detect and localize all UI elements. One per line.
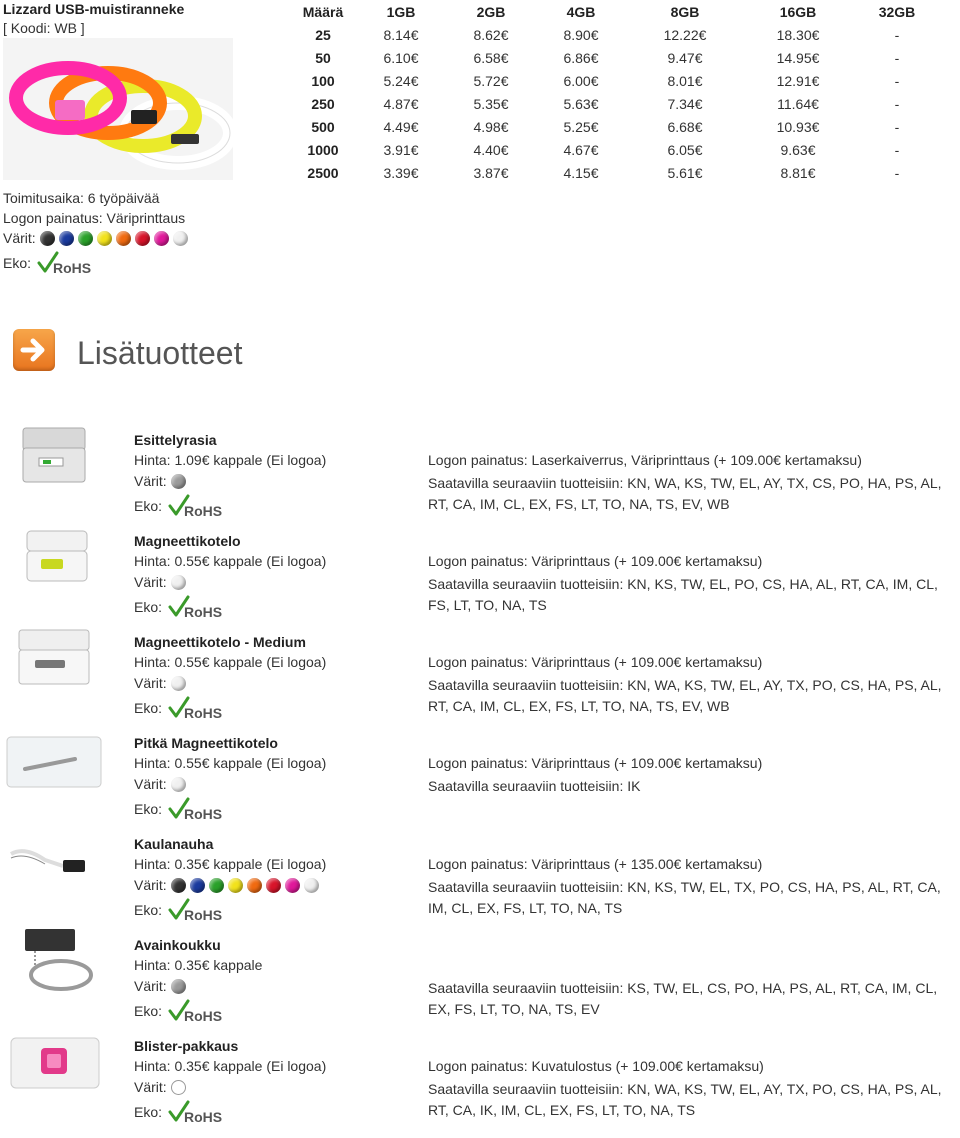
color-swatch — [171, 676, 186, 691]
price-cell: 6.68€ — [667, 118, 703, 135]
accessory-availability: Saatavilla seuraaviin tuotteisiin: KN, KS, TW, EL, PO, CS, HA, AL, RT, CA, IM, CL, FS, LT, TO, NA, TS — [428, 576, 938, 613]
color-swatch — [171, 878, 186, 893]
accessory-colors — [134, 978, 190, 994]
price-cell: 4.67€ — [563, 141, 599, 158]
color-swatch — [154, 231, 169, 246]
eco-label: Eko: — [134, 1104, 163, 1120]
price-cell: 8.01€ — [667, 72, 703, 89]
accessory-availability: Saatavilla seuraaviin tuotteisiin: KN, KS, TW, EL, TX, PO, CS, HA, PS, AL, RT, CA, IM, CL, EX, FS, LT, TO, NA, TS — [428, 879, 941, 916]
color-swatch — [40, 231, 55, 246]
price-cell: 6.86€ — [563, 49, 599, 66]
price-cell: 6.05€ — [667, 141, 703, 158]
price-cell: 12.22€ — [663, 26, 707, 43]
price-cell: 3.87€ — [473, 164, 509, 181]
color-swatch — [78, 231, 93, 246]
accessory-name: Magneettikotelo - Medium — [134, 634, 306, 650]
color-swatches — [171, 979, 190, 994]
eco-label: Eko: — [134, 801, 163, 817]
accessory-price: Hinta: 0.55€ kappale (Ei logoa) — [134, 654, 327, 670]
accessory-name: Magneettikotelo — [134, 533, 241, 549]
color-swatch — [209, 878, 224, 893]
colors-label: Värit: — [134, 473, 167, 489]
color-swatches — [171, 777, 190, 792]
price-cell: 5.61€ — [667, 164, 703, 181]
accessory-eco — [134, 696, 230, 720]
accessory-colors — [134, 776, 190, 792]
accessory-eco — [134, 898, 230, 922]
accessory-price: Hinta: 1.09€ kappale (Ei logoa) — [134, 452, 327, 468]
table-row — [290, 46, 942, 69]
eco-label: Eko: — [134, 1003, 163, 1019]
accessory-printing: Logon painatus: Väriprinttaus (+ 109.00€ kertamaksu) — [428, 553, 763, 569]
accessory-name: Kaulanauha — [134, 836, 214, 852]
price-cell: 10.93€ — [776, 118, 820, 135]
svg-text:RoHS: RoHS — [184, 705, 223, 720]
accessory-item — [0, 1038, 960, 1138]
section-title: Lisätuotteet — [77, 335, 243, 371]
svg-text:RoHS: RoHS — [184, 604, 223, 619]
price-cell: 8.81€ — [780, 164, 816, 181]
quantity-cell: 500 — [311, 118, 335, 135]
accessory-item — [0, 836, 960, 936]
quantity-cell: 50 — [315, 49, 331, 66]
accessory-printing: Logon painatus: Väriprinttaus (+ 109.00€ kertamaksu) — [428, 755, 763, 771]
color-swatch — [304, 878, 319, 893]
rohs-icon — [168, 898, 230, 922]
price-cell: 5.25€ — [563, 118, 599, 135]
product-image — [3, 38, 233, 180]
color-swatches — [171, 878, 323, 893]
rohs-icon — [168, 1100, 230, 1124]
column-header: Määrä — [302, 3, 344, 20]
accessory-item — [0, 937, 960, 1037]
price-cell: 4.49€ — [383, 118, 419, 135]
accessory-availability: Saatavilla seuraaviin tuotteisiin: KN, WA, KS, TW, EL, AY, TX, PO, CS, HA, PS, AL, RT, CA, IM, CL, EX, FS, LT, TO, NA, TS, EV, WB — [428, 677, 942, 714]
color-swatch — [173, 231, 188, 246]
color-swatch — [171, 474, 186, 489]
product-title: Lizzard USB-muistiranneke — [3, 1, 185, 17]
arrow-right-icon — [13, 329, 55, 371]
accessory-item — [0, 735, 960, 835]
accessory-availability: Saatavilla seuraaviin tuotteisiin: KN, WA, KS, TW, EL, AY, TX, PO, CS, HA, PS, AL, RT, CA, IK, IM, CL, EX, FS, LT, TO, NA, TS — [428, 1081, 942, 1118]
svg-text:RoHS: RoHS — [53, 260, 92, 275]
svg-text:RoHS: RoHS — [184, 806, 223, 821]
rohs-icon — [168, 696, 230, 720]
price-cell: 6.00€ — [563, 72, 599, 89]
price-cell: 6.10€ — [383, 49, 419, 66]
price-cell: - — [894, 26, 900, 43]
accessory-eco — [134, 595, 230, 619]
product-code: [ Koodi: WB ] — [3, 20, 85, 36]
color-swatch — [266, 878, 281, 893]
accessory-price: Hinta: 0.35€ kappale (Ei logoa) — [134, 856, 327, 872]
color-swatch — [59, 231, 74, 246]
column-header: 32GB — [878, 3, 916, 20]
price-cell: - — [894, 95, 900, 112]
rohs-icon — [168, 494, 230, 518]
accessory-price: Hinta: 0.35€ kappale — [134, 957, 263, 973]
price-cell: 14.95€ — [776, 49, 820, 66]
color-swatch — [228, 878, 243, 893]
column-header: 16GB — [779, 3, 817, 20]
accessory-name: Avainkoukku — [134, 937, 221, 953]
price-cell: 4.40€ — [473, 141, 509, 158]
color-swatch — [135, 231, 150, 246]
rohs-icon — [168, 797, 230, 821]
color-swatch — [247, 878, 262, 893]
price-cell: 4.15€ — [563, 164, 599, 181]
price-cell: - — [894, 49, 900, 66]
price-cell: 6.58€ — [473, 49, 509, 66]
accessory-price: Hinta: 0.35€ kappale (Ei logoa) — [134, 1058, 327, 1074]
accessory-image — [5, 725, 103, 795]
price-cell: 7.34€ — [667, 95, 703, 112]
column-header: 8GB — [670, 3, 700, 20]
eco-label: Eko: — [134, 902, 163, 918]
colors-label: Värit: — [134, 1079, 167, 1095]
color-swatches — [40, 231, 192, 246]
accessory-printing: Logon painatus: Laserkaiverrus, Väriprinttaus (+ 109.00€ kertamaksu) — [428, 452, 862, 468]
table-row — [290, 92, 942, 115]
eco-label: Eko: — [3, 255, 32, 271]
price-cell: 9.63€ — [780, 141, 816, 158]
accessory-colors — [134, 473, 190, 489]
color-swatch — [171, 1080, 186, 1095]
accessory-availability: Saatavilla seuraaviin tuotteisiin: IK — [428, 778, 641, 794]
accessory-price: Hinta: 0.55€ kappale (Ei logoa) — [134, 553, 327, 569]
price-cell: 4.87€ — [383, 95, 419, 112]
eco-label: Eko: — [134, 599, 163, 615]
accessory-printing: Logon painatus: Kuvatulostus (+ 109.00€ kertamaksu) — [428, 1058, 764, 1074]
column-header: 4GB — [566, 3, 596, 20]
quantity-cell: 2500 — [307, 164, 339, 181]
table-row — [290, 69, 942, 92]
colors-label: Värit: — [134, 776, 167, 792]
accessory-eco — [134, 797, 230, 821]
product-colors — [3, 230, 192, 246]
color-swatch — [285, 878, 300, 893]
eco-label: Eko: — [134, 498, 163, 514]
colors-label: Värit: — [134, 877, 167, 893]
color-swatch — [171, 979, 186, 994]
price-cell: 4.98€ — [473, 118, 509, 135]
price-cell: 8.62€ — [473, 26, 509, 43]
price-cell: - — [894, 72, 900, 89]
column-header: 1GB — [386, 3, 416, 20]
price-cell: - — [894, 141, 900, 158]
accessory-eco — [134, 999, 230, 1023]
table-row — [290, 115, 942, 138]
color-swatch — [171, 777, 186, 792]
price-cell: 11.64€ — [777, 95, 819, 112]
accessory-item — [0, 533, 960, 633]
accessory-name: Esittelyrasia — [134, 432, 217, 448]
price-cell: 5.24€ — [383, 72, 419, 89]
price-cell: 18.30€ — [776, 26, 820, 43]
accessory-image — [5, 624, 103, 694]
colors-label: Värit: — [134, 978, 167, 994]
table-row — [290, 23, 942, 46]
quantity-cell: 250 — [311, 95, 335, 112]
color-swatch — [97, 231, 112, 246]
delivery-time: Toimitusaika: 6 työpäivää — [3, 190, 160, 206]
accessory-image — [5, 927, 103, 997]
price-table — [290, 0, 942, 184]
color-swatch — [116, 231, 131, 246]
quantity-cell: 1000 — [307, 141, 339, 158]
colors-label: Värit: — [134, 574, 167, 590]
colors-label: Värit: — [134, 675, 167, 691]
logo-printing: Logon painatus: Väriprinttaus — [3, 210, 186, 226]
accessory-colors — [134, 574, 190, 590]
accessory-item — [0, 634, 960, 734]
svg-text:RoHS: RoHS — [184, 503, 223, 518]
rohs-icon — [168, 999, 230, 1023]
color-swatches — [171, 474, 190, 489]
color-swatches — [171, 575, 190, 590]
accessory-price: Hinta: 0.55€ kappale (Ei logoa) — [134, 755, 327, 771]
price-cell: 3.39€ — [383, 164, 419, 181]
accessory-availability: Saatavilla seuraaviin tuotteisiin: KN, WA, KS, TW, EL, AY, TX, CS, PO, HA, PS, AL, RT, CA, IM, CL, EX, FS, LT, TO, NA, TS, EV, WB — [428, 475, 942, 512]
accessory-colors — [134, 675, 190, 691]
price-cell: - — [894, 118, 900, 135]
price-cell: 5.35€ — [473, 95, 509, 112]
price-cell: 12.91€ — [776, 72, 820, 89]
price-cell: 5.63€ — [563, 95, 599, 112]
color-swatch — [171, 575, 186, 590]
accessory-image — [5, 523, 103, 593]
rohs-icon — [37, 251, 99, 275]
accessory-eco — [134, 494, 230, 518]
price-cell: 8.14€ — [383, 26, 419, 43]
accessory-availability: Saatavilla seuraaviin tuotteisiin: KS, TW, EL, CS, PO, HA, PS, AL, RT, CA, IM, CL, EX, FS, LT, TO, NA, TS, EV — [428, 980, 938, 1017]
accessory-image — [5, 1028, 103, 1098]
rohs-icon — [168, 595, 230, 619]
product-eco — [3, 251, 99, 275]
table-row — [290, 138, 942, 161]
color-swatches — [171, 1080, 190, 1095]
accessory-eco — [134, 1100, 230, 1124]
accessory-name: Blister-pakkaus — [134, 1038, 239, 1054]
svg-text:RoHS: RoHS — [184, 1008, 223, 1023]
price-cell: - — [894, 164, 900, 181]
column-header: 2GB — [476, 3, 506, 20]
price-cell: 3.91€ — [383, 141, 419, 158]
price-cell: 9.47€ — [667, 49, 703, 66]
accessory-printing: Logon painatus: Väriprinttaus (+ 109.00€ kertamaksu) — [428, 654, 763, 670]
accessory-colors — [134, 1079, 190, 1095]
accessory-colors — [134, 877, 323, 893]
price-cell: 5.72€ — [473, 72, 509, 89]
eco-label: Eko: — [134, 700, 163, 716]
colors-label: Värit: — [3, 230, 36, 246]
accessory-printing: Logon painatus: Väriprinttaus (+ 135.00€ kertamaksu) — [428, 856, 763, 872]
color-swatch — [190, 878, 205, 893]
quantity-cell: 25 — [315, 26, 331, 43]
accessory-item — [0, 432, 960, 532]
price-table-header — [290, 0, 942, 23]
svg-text:RoHS: RoHS — [184, 907, 223, 922]
quantity-cell: 100 — [311, 72, 335, 89]
price-cell: 8.90€ — [563, 26, 599, 43]
svg-text:RoHS: RoHS — [184, 1109, 223, 1124]
accessory-image — [5, 422, 103, 492]
accessory-name: Pitkä Magneettikotelo — [134, 735, 278, 751]
color-swatches — [171, 676, 190, 691]
table-row — [290, 161, 942, 184]
accessory-image — [5, 826, 103, 896]
